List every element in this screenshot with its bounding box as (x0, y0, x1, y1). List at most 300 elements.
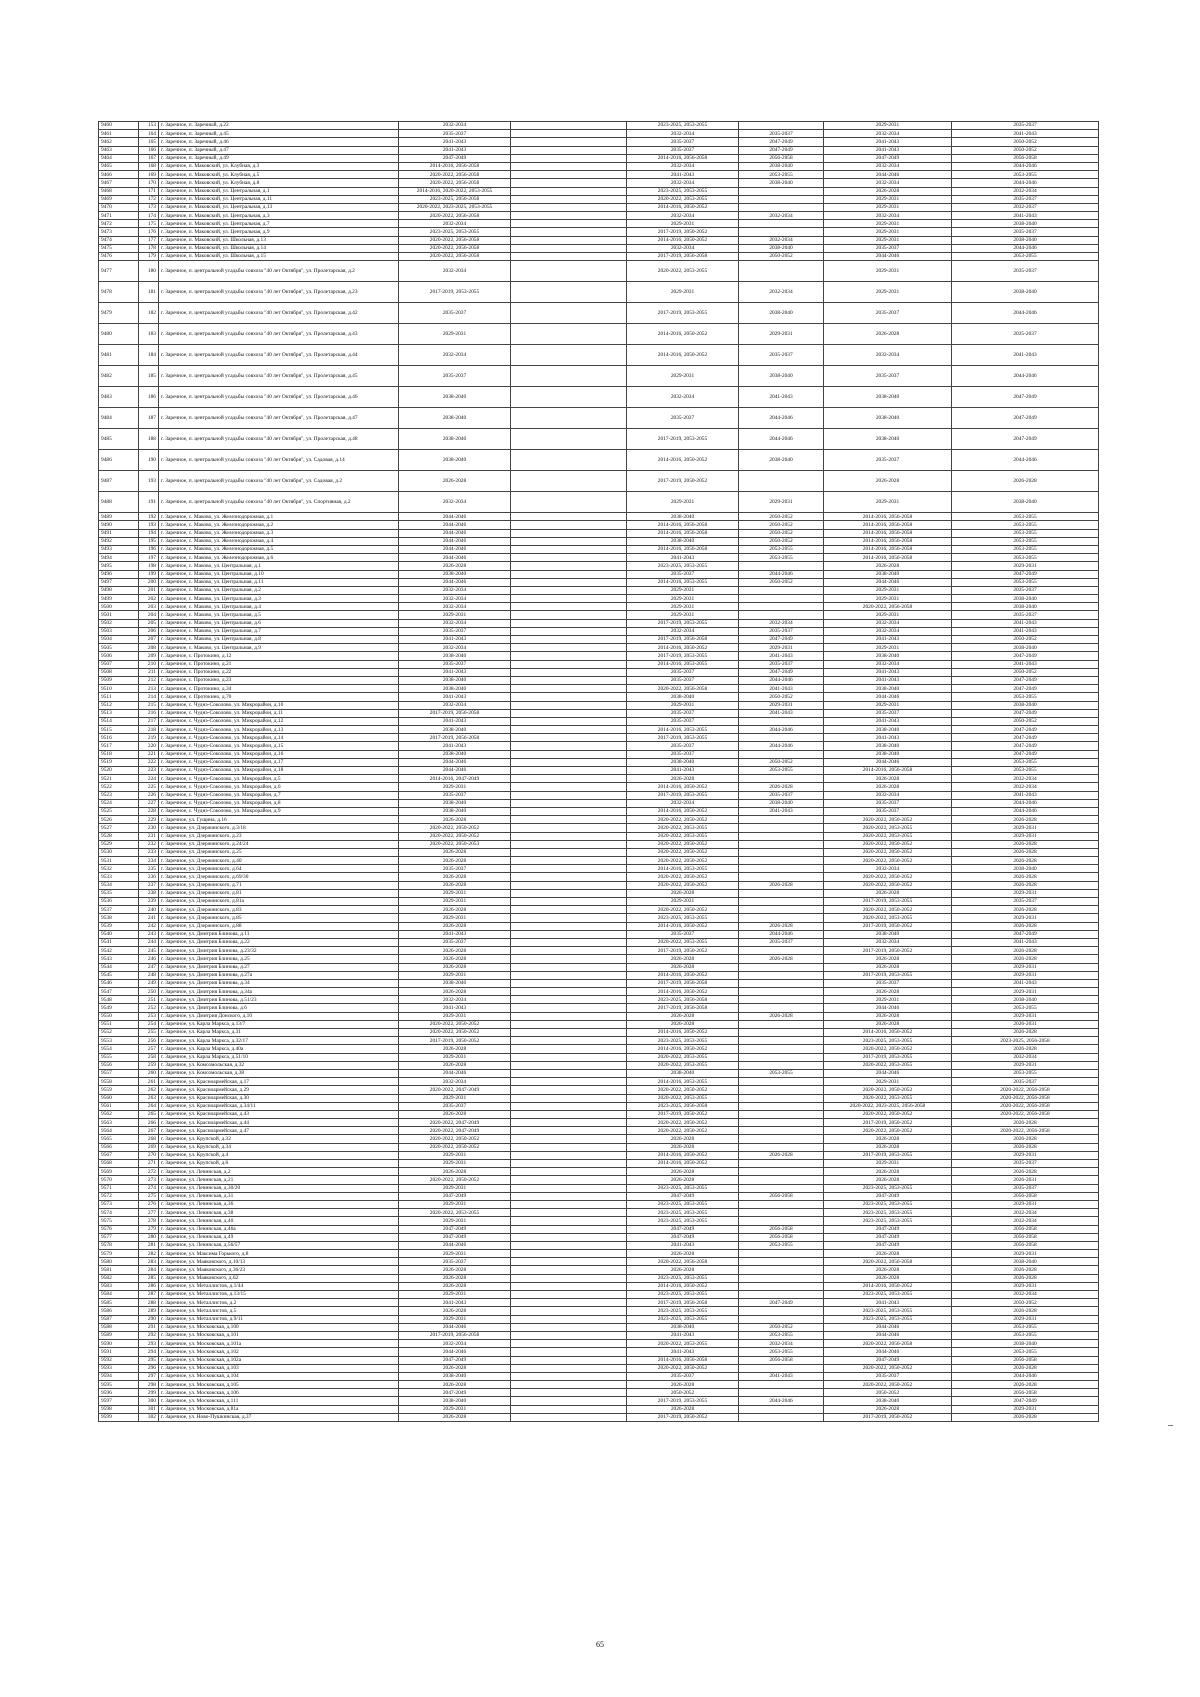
table-row (99, 1119, 1099, 1127)
address-cell: г. Заречное, п. центральной усадьбы совхоза "40 лет Октября", ул. Садовая, д.2 (159, 471, 399, 492)
blank-cell (511, 824, 627, 832)
period-cell-5: 2026-2028 (952, 1364, 1099, 1372)
blank-cell (511, 1266, 627, 1274)
period-cell-3 (739, 195, 824, 203)
address-cell: г. Заречное, ул. Дмитрия Блинова, д.51/23 (159, 996, 399, 1004)
row-id-cell: 9578 (99, 1241, 139, 1249)
address-cell: г. Заречное, ул. Маяковского, д.62 (159, 1274, 399, 1282)
period-cell-4: 2038-2040 (824, 570, 952, 578)
period-cell-4: 2029-2031 (824, 1160, 952, 1168)
period-cell-4: 2026-2028 (824, 187, 952, 195)
period-cell-4: 2029-2031 (824, 220, 952, 228)
address-cell: г. Заречное, ул. Ленинская, д.21 (159, 1176, 399, 1184)
row-id-cell: 9465 (99, 162, 139, 170)
period-cell-1: 2026-2028 (399, 848, 511, 856)
period-cell-4: 2047-2049 (824, 1225, 952, 1233)
row-number-cell: 179 (139, 253, 159, 261)
table-row (99, 881, 1099, 889)
row-id-cell: 9502 (99, 619, 139, 627)
period-cell-1: 2044-2046 (399, 521, 511, 529)
blank-cell (511, 366, 627, 387)
row-id-cell: 9565 (99, 1135, 139, 1143)
address-cell: г. Заречное, с. Маково, ул. Центральная, д.9 (159, 644, 399, 652)
blank-cell (511, 1250, 627, 1258)
period-cell-3 (739, 1004, 824, 1012)
row-number-cell: 153 (139, 122, 159, 130)
period-cell-2: 2020-2022, 2053-2055 (627, 1053, 739, 1061)
blank-cell (511, 701, 627, 709)
period-cell-2: 2026-2028 (627, 775, 739, 783)
table-row (99, 1045, 1099, 1053)
row-id-cell: 9531 (99, 857, 139, 865)
table-row (99, 122, 1099, 130)
address-cell: г. Заречное, ул. Дмитрия Блинова, д.25 (159, 955, 399, 963)
period-cell-5: 2044-2046 (952, 799, 1099, 807)
address-cell: г. Заречное, ул. Дмитрия Блинова, д.34 (159, 979, 399, 987)
row-number-cell: 232 (139, 840, 159, 848)
period-cell-5: 2053-2055 (952, 253, 1099, 261)
period-cell-3: 2050-2052 (739, 1323, 824, 1331)
period-cell-5: 2029-2031 (952, 963, 1099, 971)
period-cell-4: 2029-2031 (824, 586, 952, 594)
period-cell-1: 2014-2016, 2047-2049 (399, 775, 511, 783)
period-cell-4: 2020-2022, 2050-2052 (824, 873, 952, 881)
period-cell-4: 2029-2031 (824, 203, 952, 211)
row-id-cell: 9584 (99, 1291, 139, 1299)
address-cell: г. Заречное, ул. Ленинская, д.2 (159, 1168, 399, 1176)
period-cell-2: 2014-2016, 2056-2058 (627, 521, 739, 529)
period-cell-1: 2026-2028 (399, 955, 511, 963)
table-row (99, 1029, 1099, 1037)
period-cell-2: 2026-2028 (627, 955, 739, 963)
address-cell: г. Заречное, п. Маковский, ул. Центральная, д.11 (159, 195, 399, 203)
period-cell-3: 2053-2055 (739, 1348, 824, 1356)
address-cell: г. Заречное, п. Заречный, д.47 (159, 146, 399, 154)
address-cell: г. Заречное, с. Чуднэ-Соколово, ул. Микрорайон, д.13 (159, 726, 399, 734)
period-cell-5: 2026-2028 (952, 1143, 1099, 1151)
period-cell-4: 2050-2052 (824, 1389, 952, 1397)
row-number-cell: 188 (139, 429, 159, 450)
period-cell-4: 2020-2022, 2056-2058 (824, 1340, 952, 1348)
row-id-cell: 9466 (99, 171, 139, 179)
period-cell-1: 2026-2028 (399, 1274, 511, 1282)
row-number-cell: 196 (139, 545, 159, 553)
address-cell: г. Заречное, ул. Московская, д.102 (159, 1348, 399, 1356)
period-cell-1: 2023-2025, 2053-2055 (399, 228, 511, 236)
row-id-cell: 9562 (99, 1110, 139, 1118)
period-cell-1: 2035-2037 (399, 865, 511, 873)
period-cell-5: 2041-2043 (952, 619, 1099, 627)
period-cell-3 (739, 1029, 824, 1037)
period-cell-2: 2032-2034 (627, 179, 739, 187)
blank-cell (511, 244, 627, 252)
period-cell-3: 2032-2034 (739, 236, 824, 244)
period-cell-4: 2023-2025, 2053-2055 (824, 1307, 952, 1315)
table-row (99, 578, 1099, 586)
table-row (99, 807, 1099, 815)
period-cell-1: 2020-2022, 2050-2052 (399, 1176, 511, 1184)
period-cell-1: 2044-2046 (399, 1348, 511, 1356)
table-row (99, 783, 1099, 791)
document-sheet (98, 121, 1098, 1422)
period-cell-3: 2047-2049 (739, 138, 824, 146)
row-number-cell: 251 (139, 996, 159, 1004)
period-cell-3 (739, 1381, 824, 1389)
period-cell-2: 2014-2016, 2053-2055 (627, 578, 739, 586)
row-id-cell: 9569 (99, 1168, 139, 1176)
period-cell-4: 2032-2034 (824, 865, 952, 873)
period-cell-1: 2020-2022, 2056-2058 (399, 171, 511, 179)
row-id-cell: 9475 (99, 244, 139, 252)
period-cell-5: 2038-2040 (952, 701, 1099, 709)
row-number-cell: 230 (139, 824, 159, 832)
blank-cell (511, 562, 627, 570)
period-cell-2: 2023-2025, 2053-2055 (627, 1200, 739, 1208)
period-cell-3: 2050-2052 (739, 253, 824, 261)
period-cell-3: 2047-2049 (739, 636, 824, 644)
blank-cell (511, 676, 627, 684)
row-id-cell: 9519 (99, 758, 139, 766)
period-cell-4: 2032-2034 (824, 791, 952, 799)
row-id-cell: 9464 (99, 154, 139, 162)
table-row (99, 387, 1099, 408)
period-cell-4: 2020-2022, 2053-2055 (824, 914, 952, 922)
period-cell-3: 2053-2055 (739, 1331, 824, 1339)
table-row (99, 914, 1099, 922)
period-cell-2: 2026-2028 (627, 1381, 739, 1389)
row-id-cell: 9550 (99, 1012, 139, 1020)
row-number-cell: 256 (139, 1037, 159, 1045)
period-cell-3: 2044-2046 (739, 930, 824, 938)
address-cell: г. Заречное, ул. Металлистов, д.1/44 (159, 1282, 399, 1290)
period-cell-4: 2014-2016, 2056-2058 (824, 537, 952, 545)
period-cell-4: 2026-2028 (824, 988, 952, 996)
period-cell-1: 2020-2022, 2050-2052 (399, 1020, 511, 1028)
period-cell-3 (739, 775, 824, 783)
row-id-cell: 9595 (99, 1381, 139, 1389)
period-cell-1: 2026-2028 (399, 922, 511, 930)
row-number-cell: 194 (139, 529, 159, 537)
blank-cell (511, 345, 627, 366)
period-cell-2: 2050-2052 (627, 1389, 739, 1397)
blank-cell (511, 450, 627, 471)
period-cell-4: 2026-2028 (824, 963, 952, 971)
period-cell-5: 2026-2028 (952, 947, 1099, 955)
blank-cell (511, 938, 627, 946)
row-number-cell: 255 (139, 1029, 159, 1037)
period-cell-2: 2014-2016, 2056-2058 (627, 545, 739, 553)
blank-cell (511, 1405, 627, 1413)
period-cell-5: 2029-2031 (952, 988, 1099, 996)
period-cell-4: 2035-2037 (824, 244, 952, 252)
period-cell-4: 2014-2016, 2056-2058 (824, 767, 952, 775)
period-cell-3: 2056-2058 (739, 1225, 824, 1233)
period-cell-5: 2029-2031 (952, 562, 1099, 570)
period-cell-3 (739, 1413, 824, 1421)
period-cell-3 (739, 603, 824, 611)
period-cell-1: 2041-2043 (399, 146, 511, 154)
table-row (99, 930, 1099, 938)
table-row (99, 282, 1099, 303)
period-cell-2: 2020-2022, 2053-2055 (627, 195, 739, 203)
period-cell-1: 2041-2043 (399, 668, 511, 676)
row-id-cell: 9546 (99, 979, 139, 987)
period-cell-2: 2017-2019, 2056-2058 (627, 1299, 739, 1307)
period-cell-3 (739, 1315, 824, 1323)
table-row (99, 366, 1099, 387)
period-cell-1: 2026-2028 (399, 1282, 511, 1290)
row-number-cell: 284 (139, 1266, 159, 1274)
period-cell-4: 2029-2031 (824, 282, 952, 303)
period-cell-2: 2041-2043 (627, 554, 739, 562)
row-id-cell: 9548 (99, 996, 139, 1004)
row-id-cell: 9589 (99, 1331, 139, 1339)
period-cell-1: 2038-2040 (399, 387, 511, 408)
blank-cell (511, 603, 627, 611)
table-row (99, 1192, 1099, 1200)
table-row (99, 1241, 1099, 1249)
row-number-cell: 286 (139, 1282, 159, 1290)
address-cell: г. Заречное, п. центральной усадьбы совхоза "40 лет Октября", ул. Пролетарская, д.23 (159, 282, 399, 303)
period-cell-5: 2041-2043 (952, 345, 1099, 366)
row-number-cell: 233 (139, 848, 159, 856)
table-row (99, 1078, 1099, 1086)
table-row (99, 988, 1099, 996)
table-row (99, 971, 1099, 979)
row-id-cell: 9585 (99, 1299, 139, 1307)
period-cell-2: 2035-2037 (627, 750, 739, 758)
address-cell: г. Заречное, с. Маково, ул. Железнодорожная, д.6 (159, 554, 399, 562)
address-cell: г. Заречное, п. центральной усадьбы совхоза "40 лет Октября", ул. Пролетарская, д.45 (159, 366, 399, 387)
table-row (99, 1037, 1099, 1045)
period-cell-5: 2047-2049 (952, 709, 1099, 717)
blank-cell (511, 228, 627, 236)
address-cell: г. Заречное, ул. Дмитрия Блинова, д.23/32 (159, 947, 399, 955)
period-cell-1: 2026-2028 (399, 988, 511, 996)
period-cell-1: 2038-2040 (399, 676, 511, 684)
period-cell-2: 2035-2037 (627, 138, 739, 146)
period-cell-4: 2014-2016, 2056-2058 (824, 529, 952, 537)
row-id-cell: 9528 (99, 832, 139, 840)
period-cell-3: 2050-2052 (739, 578, 824, 586)
period-cell-3 (739, 1127, 824, 1135)
period-cell-5: 2029-2031 (952, 889, 1099, 897)
period-cell-3: 2044-2046 (739, 408, 824, 429)
address-cell: г. Заречное, ул. Ленинская, д.31 (159, 1192, 399, 1200)
address-cell: г. Заречное, с. Чуднэ-Соколово, ул. Микрорайон, д.17 (159, 758, 399, 766)
period-cell-4: 2020-2022, 2053-2055 (824, 832, 952, 840)
period-cell-3 (739, 873, 824, 881)
address-cell: г. Заречное, п. центральной усадьбы совхоза "40 лет Октября", ул. Садовая, д.14 (159, 450, 399, 471)
period-cell-3: 2026-2028 (739, 922, 824, 930)
period-cell-2: 2014-2016, 2050-2052 (627, 345, 739, 366)
period-cell-1: 2017-2019, 2056-2058 (399, 709, 511, 717)
row-number-cell: 243 (139, 930, 159, 938)
period-cell-4: 2038-2040 (824, 930, 952, 938)
row-id-cell: 9478 (99, 282, 139, 303)
table-row (99, 345, 1099, 366)
period-cell-2: 2020-2022, 2050-2052 (627, 816, 739, 824)
period-cell-2: 2041-2043 (627, 1348, 739, 1356)
table-row (99, 212, 1099, 220)
table-row (99, 244, 1099, 252)
period-cell-1: 2029-2031 (399, 1405, 511, 1413)
period-cell-3 (739, 734, 824, 742)
address-cell: г. Заречное, с. Протокино, д.22 (159, 668, 399, 676)
period-cell-1: 2020-2022, 2056-2058 (399, 236, 511, 244)
address-cell: г. Заречное, п. Маковский, ул. Центральная, д.3 (159, 212, 399, 220)
row-number-cell: 190 (139, 450, 159, 471)
period-cell-4: 2038-2040 (824, 408, 952, 429)
row-id-cell: 9573 (99, 1200, 139, 1208)
blank-cell (511, 685, 627, 693)
address-cell: г. Заречное, п. центральной усадьбы совхоза "40 лет Октября", ул. Пролетарская, д.42 (159, 303, 399, 324)
period-cell-2: 2014-2016, 2056-2058 (627, 154, 739, 162)
row-id-cell: 9486 (99, 450, 139, 471)
row-number-cell: 174 (139, 212, 159, 220)
period-cell-5: 2047-2049 (952, 570, 1099, 578)
row-number-cell: 238 (139, 889, 159, 897)
period-cell-4: 2038-2040 (824, 429, 952, 450)
table-row (99, 955, 1099, 963)
address-cell: г. Заречное, ул. Московская, д.81а (159, 1405, 399, 1413)
row-id-cell: 9535 (99, 889, 139, 897)
period-cell-5: 2053-2055 (952, 171, 1099, 179)
blank-cell (511, 914, 627, 922)
period-cell-4: 2026-2028 (824, 1274, 952, 1282)
row-number-cell: 207 (139, 636, 159, 644)
period-cell-4: 2023-2025, 2053-2055 (824, 1037, 952, 1045)
period-cell-5: 2026-2028 (952, 922, 1099, 930)
table-row (99, 1397, 1099, 1405)
period-cell-3 (739, 848, 824, 856)
period-cell-3: 2038-2040 (739, 179, 824, 187)
period-cell-2: 2014-2016, 2050-2052 (627, 203, 739, 211)
period-cell-2: 2032-2034 (627, 212, 739, 220)
period-cell-4: 2023-2025, 2053-2055 (824, 1184, 952, 1192)
address-cell: г. Заречное, с. Протокино, д.12 (159, 652, 399, 660)
period-cell-4: 2029-2031 (824, 228, 952, 236)
period-cell-3: 2026-2028 (739, 955, 824, 963)
row-id-cell: 9460 (99, 122, 139, 130)
period-cell-5: 2044-2046 (952, 179, 1099, 187)
address-cell: г. Заречное, п. Заречный, д.22 (159, 122, 399, 130)
table-row (99, 261, 1099, 282)
period-cell-5: 2044-2046 (952, 162, 1099, 170)
period-cell-1: 2029-2031 (399, 1291, 511, 1299)
period-cell-5: 2038-2040 (952, 644, 1099, 652)
period-cell-4: 2044-2046 (824, 758, 952, 766)
row-number-cell: 178 (139, 244, 159, 252)
row-number-cell: 204 (139, 611, 159, 619)
row-number-cell: 206 (139, 627, 159, 635)
table-row (99, 220, 1099, 228)
row-number-cell: 224 (139, 775, 159, 783)
period-cell-3 (739, 1053, 824, 1061)
period-cell-1: 2026-2028 (399, 471, 511, 492)
period-cell-1: 2020-2022, 2047-2049 (399, 1119, 511, 1127)
address-cell: г. Заречное, с. Маково, ул. Центральная, д.10 (159, 570, 399, 578)
period-cell-4: 2020-2022, 2050-2052 (824, 840, 952, 848)
row-id-cell: 9537 (99, 906, 139, 914)
blank-cell (511, 1356, 627, 1364)
row-number-cell: 164 (139, 130, 159, 138)
row-number-cell: 245 (139, 947, 159, 955)
blank-cell (511, 195, 627, 203)
table-row (99, 492, 1099, 513)
period-cell-5: 2032-2034 (952, 1217, 1099, 1225)
table-row (99, 1381, 1099, 1389)
period-cell-4: 2029-2031 (824, 236, 952, 244)
period-cell-3 (739, 1258, 824, 1266)
row-number-cell: 294 (139, 1348, 159, 1356)
blank-cell (511, 179, 627, 187)
period-cell-1: 2020-2022, 2047-2049 (399, 1086, 511, 1094)
row-number-cell: 225 (139, 783, 159, 791)
row-id-cell: 9576 (99, 1225, 139, 1233)
address-cell: г. Заречное, с. Маково, ул. Центральная, д.2 (159, 586, 399, 594)
period-cell-1: 2035-2037 (399, 938, 511, 946)
period-cell-2: 2041-2043 (627, 171, 739, 179)
row-id-cell: 9552 (99, 1029, 139, 1037)
row-id-cell: 9555 (99, 1053, 139, 1061)
table-row (99, 873, 1099, 881)
period-cell-2: 2014-2016, 2050-2052 (627, 988, 739, 996)
row-number-cell: 226 (139, 791, 159, 799)
blank-cell (511, 537, 627, 545)
period-cell-4: 2029-2031 (824, 701, 952, 709)
period-cell-4: 2017-2019, 2050-2052 (824, 922, 952, 930)
period-cell-1: 2038-2040 (399, 685, 511, 693)
period-cell-4: 2044-2046 (824, 1323, 952, 1331)
table-row (99, 537, 1099, 545)
row-id-cell: 9587 (99, 1315, 139, 1323)
period-cell-4: 2023-2025, 2053-2055 (824, 1315, 952, 1323)
period-cell-2: 2014-2016, 2050-2052 (627, 236, 739, 244)
period-cell-3 (739, 611, 824, 619)
period-cell-3: 2050-2052 (739, 513, 824, 521)
period-cell-2: 2017-2019, 2053-2055 (627, 791, 739, 799)
period-cell-3: 2029-2031 (739, 324, 824, 345)
period-cell-1: 2035-2037 (399, 627, 511, 635)
period-cell-3: 2032-2034 (739, 212, 824, 220)
row-id-cell: 9586 (99, 1307, 139, 1315)
period-cell-4: 2023-2025, 2053-2055 (824, 1209, 952, 1217)
period-cell-1: 2038-2040 (399, 408, 511, 429)
address-cell: г. Заречное, с. Чуднэ-Соколово, ул. Микрорайон, д.12 (159, 717, 399, 725)
address-cell: г. Заречное, с. Чуднэ-Соколово, ул. Микрорайон, д.9 (159, 807, 399, 815)
address-cell: г. Заречное, ул. Красноармейская, д.47 (159, 1127, 399, 1135)
table-row (99, 611, 1099, 619)
period-cell-2: 2035-2037 (627, 1372, 739, 1380)
period-cell-2: 2020-2022, 2050-2052 (627, 1086, 739, 1094)
period-cell-5: 2029-2031 (952, 1151, 1099, 1159)
period-cell-1: 2044-2046 (399, 554, 511, 562)
period-cell-5: 2044-2046 (952, 244, 1099, 252)
row-number-cell: 205 (139, 619, 159, 627)
period-cell-5: 2050-2052 (952, 1299, 1099, 1307)
row-id-cell: 9567 (99, 1151, 139, 1159)
table-row (99, 187, 1099, 195)
row-id-cell: 9472 (99, 220, 139, 228)
period-cell-4: 2044-2046 (824, 1004, 952, 1012)
row-number-cell: 210 (139, 660, 159, 668)
table-row (99, 195, 1099, 203)
period-cell-5: 2029-2031 (952, 1405, 1099, 1413)
blank-cell (511, 1053, 627, 1061)
table-row (99, 816, 1099, 824)
row-number-cell: 272 (139, 1168, 159, 1176)
